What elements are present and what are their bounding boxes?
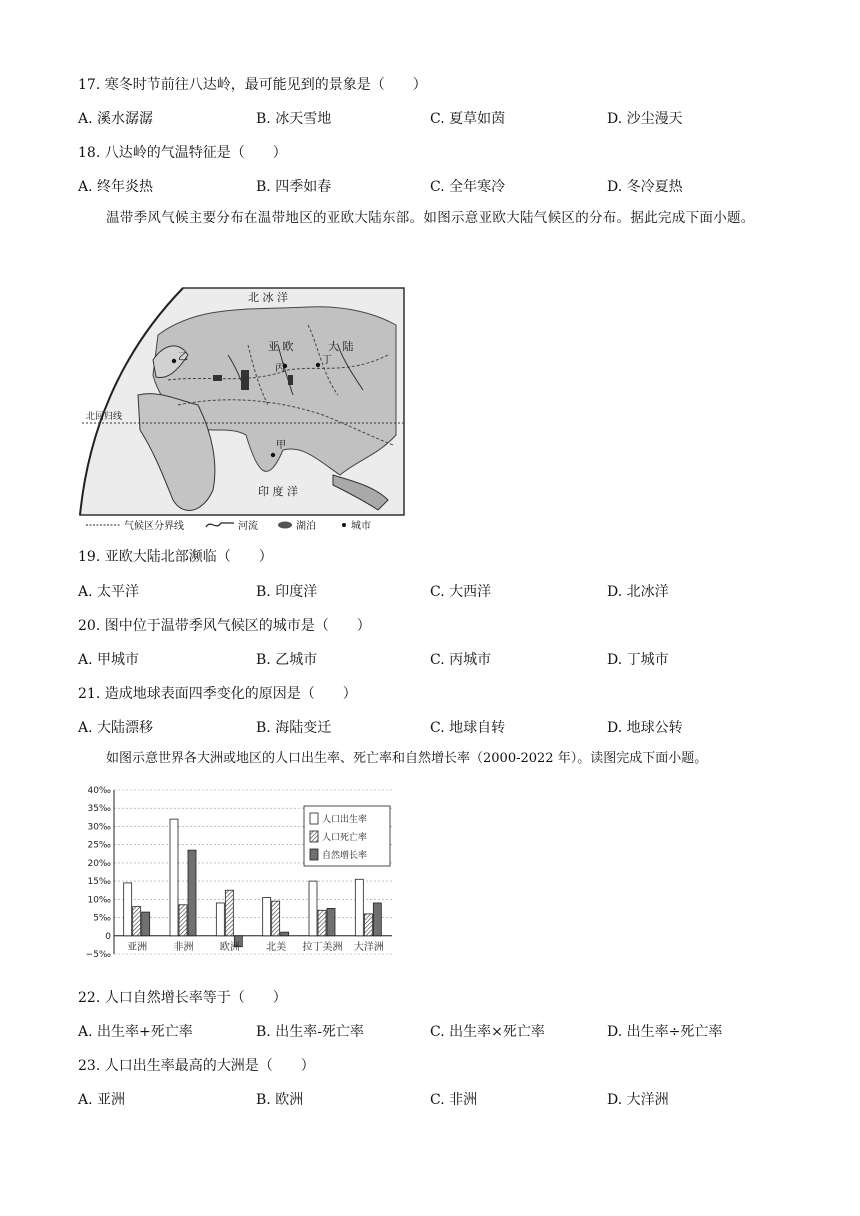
legend-river-label: 河流 bbox=[238, 521, 258, 532]
bar-death-rate bbox=[364, 914, 372, 936]
chart-category-label: 拉丁美洲 bbox=[302, 941, 343, 953]
bar-birth-rate bbox=[355, 879, 363, 935]
q23-option-a[interactable]: A. 亚洲 bbox=[78, 1092, 126, 1108]
chart-category-label: 大洋洲 bbox=[353, 941, 384, 953]
legend-lake-label: 湖泊 bbox=[296, 521, 316, 532]
legend-swatch bbox=[310, 813, 318, 824]
chart-category-label: 欧洲 bbox=[219, 941, 240, 953]
question-18-stem: 18. 八达岭的气温特征是（ ） bbox=[78, 145, 287, 161]
chart-ytick-label: 15‰ bbox=[87, 877, 111, 888]
map-label-continent-2: 大 陆 bbox=[328, 340, 354, 353]
map-label-city-bing: 丙 bbox=[275, 363, 285, 374]
legend-river-icon bbox=[206, 523, 234, 527]
bar-death-rate bbox=[272, 901, 280, 936]
climate-passage: 温带季风气候主要分布在温带地区的亚欧大陆东部。如图示意亚欧大陆气候区的分布。据此完成下面小题。 bbox=[106, 210, 755, 226]
map-label-city-ding: 丁 bbox=[322, 355, 332, 366]
legend-lake-icon bbox=[278, 522, 292, 529]
bar-natural-growth bbox=[188, 850, 196, 936]
chart-ytick-label: 35‰ bbox=[87, 804, 111, 815]
legend-label: 自然增长率 bbox=[322, 851, 368, 861]
bar-natural-growth bbox=[281, 932, 289, 936]
chart-ytick-label: 25‰ bbox=[87, 840, 111, 851]
q21-option-c[interactable]: C. 地球自转 bbox=[430, 720, 506, 736]
q22-option-b[interactable]: B. 出生率-死亡率 bbox=[256, 1024, 364, 1040]
eurasia-climate-map bbox=[78, 285, 406, 535]
chart-ytick-label: 40‰ bbox=[87, 786, 111, 796]
chart-ytick-label: 10‰ bbox=[87, 895, 111, 906]
map-label-city-jia: 甲 bbox=[276, 440, 286, 451]
bar-natural-growth bbox=[142, 912, 150, 936]
question-22-stem: 22. 人口自然增长率等于（ ） bbox=[78, 990, 287, 1006]
bar-birth-rate bbox=[263, 898, 271, 936]
chart-svg bbox=[78, 782, 398, 967]
chart-ytick-label: 0 bbox=[105, 931, 111, 942]
q19-option-c[interactable]: C. 大西洋 bbox=[430, 584, 492, 600]
legend-city-label: 城市 bbox=[351, 521, 371, 532]
question-21-stem: 21. 造成地球表面四季变化的原因是（ ） bbox=[78, 686, 357, 702]
q22-option-a[interactable]: A. 出生率+死亡率 bbox=[78, 1024, 193, 1040]
q19-option-b[interactable]: B. 印度洋 bbox=[256, 584, 318, 600]
q17-option-a[interactable]: A. 溪水潺潺 bbox=[78, 111, 154, 127]
chart-ytick-label: 5‰ bbox=[93, 913, 111, 924]
bar-birth-rate bbox=[124, 883, 132, 936]
question-17-stem: 17. 寒冬时节前往八达岭，最可能见到的景象是（ ） bbox=[78, 77, 427, 93]
question-23-stem: 23. 人口出生率最高的大洲是（ ） bbox=[78, 1058, 315, 1074]
q17-option-d[interactable]: D. 沙尘漫天 bbox=[607, 111, 683, 127]
q20-option-d[interactable]: D. 丁城市 bbox=[607, 652, 669, 668]
bar-natural-growth bbox=[373, 903, 381, 936]
chart-ytick-label: 30‰ bbox=[87, 822, 111, 833]
q19-option-a[interactable]: A. 太平洋 bbox=[78, 584, 140, 600]
q21-option-a[interactable]: A. 大陆漂移 bbox=[78, 720, 154, 736]
q18-option-a[interactable]: A. 终年炎热 bbox=[78, 179, 154, 195]
map-label-arctic: 北 冰 洋 bbox=[248, 291, 288, 304]
legend-label: 人口死亡率 bbox=[322, 833, 368, 843]
population-passage: 如图示意世界各大洲或地区的人口出生率、死亡率和自然增长率（2000-2022 年）。读图完成下面小题。 bbox=[106, 751, 708, 766]
bar-natural-growth bbox=[327, 908, 335, 935]
chart-category-label: 北美 bbox=[266, 941, 287, 953]
q23-option-d[interactable]: D. 大洋洲 bbox=[607, 1092, 669, 1108]
chart-category-label: 亚洲 bbox=[127, 941, 148, 953]
bar-birth-rate bbox=[216, 903, 224, 936]
bar-birth-rate bbox=[170, 819, 178, 936]
q20-option-b[interactable]: B. 乙城市 bbox=[256, 652, 318, 668]
chart-ytick-label: 20‰ bbox=[87, 858, 111, 869]
map-label-tropic: 北回归线 bbox=[86, 412, 123, 422]
q22-option-c[interactable]: C. 出生率×死亡率 bbox=[430, 1024, 545, 1040]
q22-option-d[interactable]: D. 出生率÷死亡率 bbox=[607, 1024, 723, 1040]
question-20-stem: 20. 图中位于温带季风气候区的城市是（ ） bbox=[78, 618, 371, 634]
map-label-continent-1: 亚 欧 bbox=[268, 340, 294, 353]
q17-option-b[interactable]: B. 冰天雪地 bbox=[256, 111, 332, 127]
q21-option-d[interactable]: D. 地球公转 bbox=[607, 720, 683, 736]
map-label-city-yi: 乙 bbox=[178, 352, 188, 363]
chart-ytick-label: −5‰ bbox=[85, 950, 111, 960]
q18-option-b[interactable]: B. 四季如春 bbox=[256, 179, 332, 195]
question-19-stem: 19. 亚欧大陆北部濒临（ ） bbox=[78, 549, 273, 565]
legend-swatch bbox=[310, 849, 318, 860]
chart-category-label: 非洲 bbox=[173, 941, 194, 953]
q17-option-c[interactable]: C. 夏草如茵 bbox=[430, 111, 506, 127]
population-rate-chart bbox=[78, 782, 398, 967]
bar-death-rate bbox=[225, 890, 233, 936]
bar-death-rate bbox=[318, 910, 326, 936]
map-label-indian-ocean: 印 度 洋 bbox=[258, 485, 298, 498]
legend-city-icon bbox=[342, 523, 346, 527]
q21-option-b[interactable]: B. 海陆变迁 bbox=[256, 720, 332, 736]
map-svg bbox=[78, 285, 406, 535]
q19-option-d[interactable]: D. 北冰洋 bbox=[607, 584, 669, 600]
legend-label: 人口出生率 bbox=[322, 815, 368, 825]
bar-birth-rate bbox=[309, 881, 317, 936]
q20-option-a[interactable]: A. 甲城市 bbox=[78, 652, 140, 668]
q23-option-b[interactable]: B. 欧洲 bbox=[256, 1092, 304, 1108]
q23-option-c[interactable]: C. 非洲 bbox=[430, 1092, 478, 1108]
bar-death-rate bbox=[133, 907, 141, 936]
legend-boundary-label: 气候区分界线 bbox=[124, 521, 184, 532]
q18-option-c[interactable]: C. 全年寒冷 bbox=[430, 179, 506, 195]
q18-option-d[interactable]: D. 冬冷夏热 bbox=[607, 179, 683, 195]
q20-option-c[interactable]: C. 丙城市 bbox=[430, 652, 492, 668]
bar-death-rate bbox=[179, 905, 187, 936]
legend-swatch bbox=[310, 831, 318, 842]
